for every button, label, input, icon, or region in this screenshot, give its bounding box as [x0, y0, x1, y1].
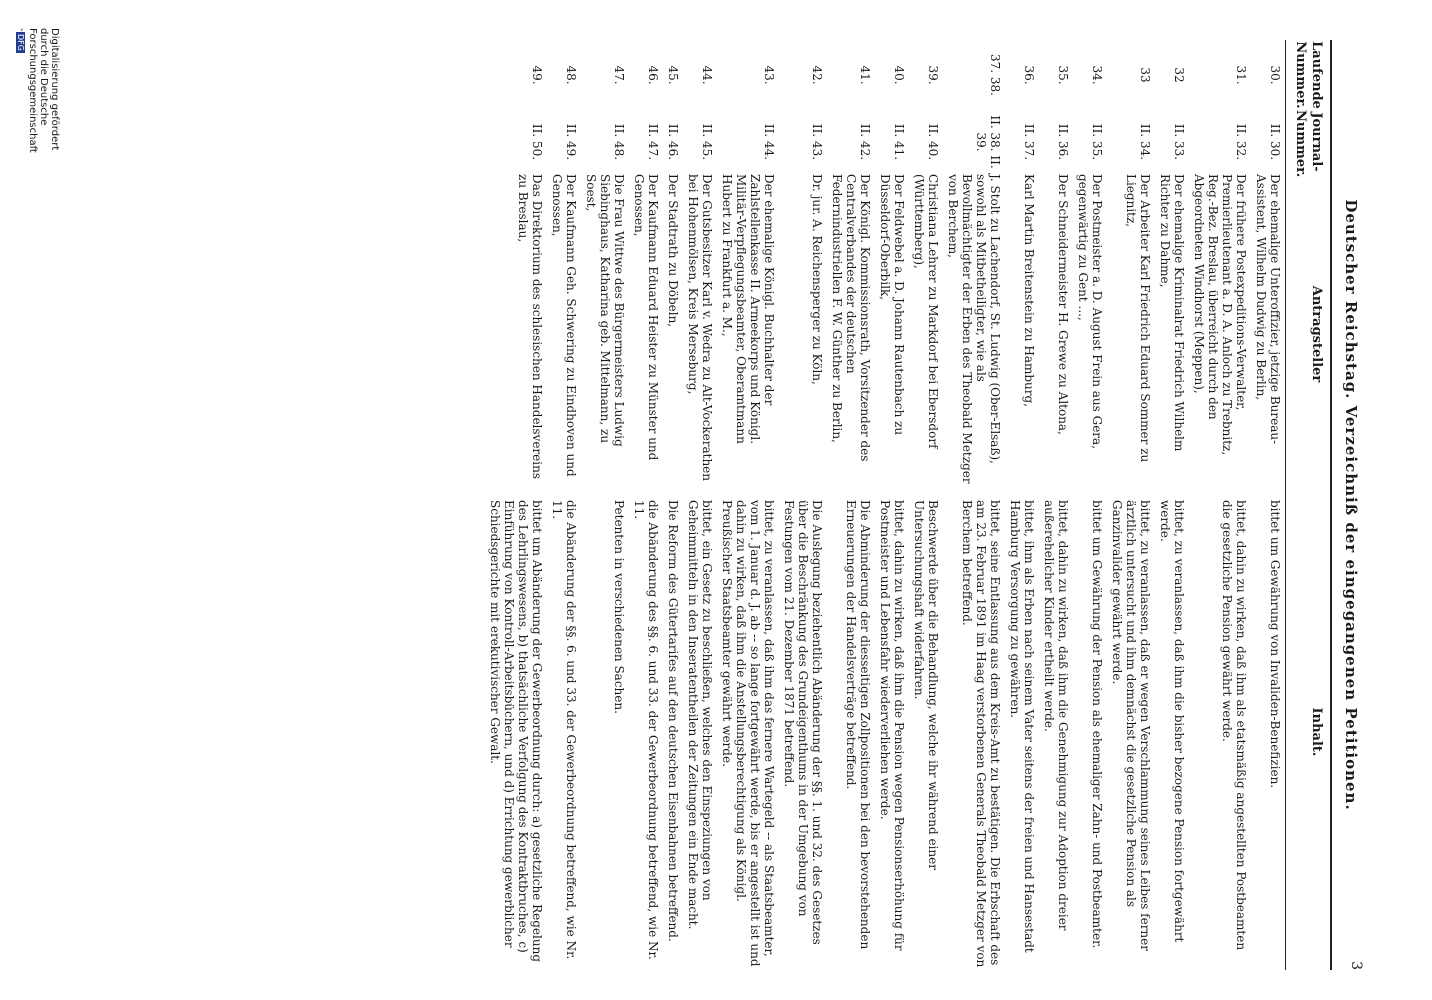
- cell-inhalt: bittet, seine Entlassung aus dem Kreis-Amt zu bestätigen. Die Erbschaft des am 23. Februar 1891 im Haag verstorbenen Generals Theobald Metzger von Berchem betreffend.: [960, 500, 1002, 968]
- page-number: 3: [1348, 961, 1364, 970]
- cell-journal-nummer: II. 41.: [892, 123, 906, 161]
- cell-inhalt: bittet, ihm als Erben nach seinem Vater seitens der freien und Hansestadt Hamburg Versorgung zu gewähren.: [1008, 500, 1036, 953]
- cell-antragsteller: Der frühere Postexpeditions-Verwalter, Premierlieutenant a. D. A. Anloch zu Trebnitz, Reg.-Bez. Breslau, überreicht durch den Abgeordneten Windhorst (Meppen),: [1192, 174, 1248, 456]
- top-rule: [1330, 40, 1332, 970]
- cell-laufende-nummer: 41.: [858, 65, 872, 85]
- footer-text: Digitalisierung gefördert durch die Deutsche Forschungsgemeinschaft -: [16, 28, 60, 153]
- cell-antragsteller: Der Gutsbesitzer Karl v. Wedra zu Alt-Vockerathen bei Hohenmölsen, Kreis Merseburg,: [686, 174, 714, 482]
- cell-laufende-nummer: 37. 38.: [988, 54, 1002, 96]
- table-row: [1189, 40, 1251, 970]
- page-content: [485, 40, 1364, 970]
- cell-journal-nummer: II. 45.: [700, 123, 714, 161]
- cell-antragsteller: Dr. jur. A. Reichensperger zu Köln,: [810, 174, 824, 385]
- cell-inhalt: bittet, zu veranlassen, daß er wegen Verschlammung seines Leibes ferner ärztlich untersucht und ihm demnächst die gesetzliche Pension als Ganzinvalider gewährt werde.: [1110, 500, 1152, 951]
- cell-laufende-nummer: 34.: [1090, 65, 1104, 85]
- cell-inhalt: bittet, dahin zu wirken, daß ihm die Pension wegen Pensionserhöhung für Postmeister und Lebensfahr wiederverliehen werde.: [878, 500, 906, 951]
- table-row: [827, 40, 875, 970]
- cell-journal-nummer: II. 49.: [564, 123, 578, 161]
- cell-laufende-nummer: 45.: [666, 65, 680, 85]
- cell-laufende-nummer: 43.: [762, 65, 776, 85]
- cell-antragsteller: Karl Martin Breitenstein zu Hamburg,: [1022, 174, 1036, 408]
- table-row: [717, 40, 779, 970]
- table-row: [581, 40, 629, 970]
- dfg-logo: DFG: [16, 34, 25, 51]
- cell-laufende-nummer: 36.: [1022, 65, 1036, 85]
- cell-antragsteller: Der ehemalige Unteroffizier, jetzige Bureau-Assistent, Wilhelm Dudwig zu Berlin,: [1254, 174, 1282, 445]
- table-row: [875, 40, 909, 970]
- table-header: [1285, 40, 1330, 970]
- cell-inhalt: die Abänderung der §§. 6. und 33. der Gewerbeordnung betreffend, wie Nr. 11.: [550, 500, 578, 960]
- cell-journal-nummer: II. 30.: [1268, 123, 1282, 161]
- cell-journal-nummer: II. 37.: [1022, 123, 1036, 161]
- table-row: [1155, 40, 1189, 970]
- cell-laufende-nummer: 46.: [646, 65, 660, 85]
- cell-journal-nummer: II. 33.: [1172, 123, 1186, 161]
- cell-laufende-nummer: 33: [1138, 67, 1152, 83]
- cell-laufende-nummer: 44.: [700, 65, 714, 85]
- header-antragsteller: Antragsteller: [1309, 285, 1324, 383]
- cell-antragsteller: Der Stadtrath zu Döbeln,: [666, 174, 680, 328]
- cell-antragsteller: Der Feldwebel a. D. Johann Rautenbach zu Düsseldorf-Oberbilk,: [878, 174, 906, 436]
- cell-laufende-nummer: 35.: [1056, 65, 1070, 85]
- cell-antragsteller: Der ehemalige Kriminalrat Friedrich Wilhelm Richter zu Dahme,: [1158, 174, 1186, 452]
- cell-antragsteller: Der Kaufmann Geh. Schwering zu Eindhoven und Genossen,: [550, 174, 578, 477]
- cell-antragsteller: Christiana Lehrer zu Markdorf bei Ebersdorf (Württemberg),: [912, 174, 940, 449]
- table-row: [1107, 40, 1155, 970]
- cell-inhalt: Die Auslegung beziehentlich Abänderung der §§. 1. und 32. des Gesetzes über die Beschränkung des Grundeigenthums in der Umgebung von Festungen vom 21. Dezember 1871 betreffend.: [782, 500, 824, 945]
- cell-antragsteller: Der ehemalige Königl. Buchhalter der Zahlstellenkasse II. Armeekorps und Königl. Militär-Verpflegungsbeamter, Oberamtmann Hubert zu Frankfurt a. M.,: [720, 174, 776, 445]
- cell-journal-nummer: II. 36.: [1056, 123, 1070, 161]
- table-row: [909, 40, 943, 970]
- cell-journal-nummer: II. 42.: [858, 123, 872, 161]
- cell-laufende-nummer: 49.: [530, 65, 544, 85]
- cell-journal-nummer: II. 32.: [1234, 123, 1248, 161]
- cell-laufende-nummer: 31.: [1234, 65, 1248, 85]
- header-journal: Journal-Nummer.: [1293, 110, 1324, 178]
- table-row: [485, 40, 547, 970]
- cell-journal-nummer: II. 44.: [762, 123, 776, 161]
- cell-antragsteller: Der Arbeiter Karl Friedrich Eduard Sommer zu Liegnitz,: [1124, 174, 1152, 463]
- cell-laufende-nummer: 32: [1172, 67, 1186, 83]
- cell-inhalt: die Abänderung des §§. 6. und 33. der Gewerbeordnung betreffend, wie Nr. 11.: [632, 500, 660, 960]
- cell-laufende-nummer: 48.: [564, 65, 578, 85]
- cell-inhalt: Die Reform des Gütertarifes auf den deutschen Eisenbahnen betreffend.: [666, 500, 680, 942]
- page-title: Deutscher Reichstag. Verzeichniß der eingegangenen Petitionen.: [1342, 199, 1360, 811]
- cell-journal-nummer: II. 50.: [530, 123, 544, 161]
- table-row: [663, 40, 683, 970]
- cell-inhalt: bittet, ein Gesetz zu beschließen, welches den Einspeziungen von Geheimmitteln in den Inseratentheilen der Zeitungen ein Ende macht.: [686, 500, 714, 930]
- cell-journal-nummer: II. 43.: [810, 123, 824, 161]
- header-laufende: Laufende Nummer.: [1293, 41, 1324, 109]
- cell-antragsteller: J. Stolt zu Lachendorf, St. Ludwig (Ober-Elsaß), sowohl als Mitbetheiligter, wie als Bevollmächtigter der Erben des Theobald Metzger von Berchem,: [946, 174, 1002, 484]
- cell-inhalt: bittet um Abänderung der Gewerbeordnung durch: a) gesetzliche Regelung des Lehrlingswesens, b) thatsächliche Verfolgung des Kontraktbruches, c) Einführung von Kontroll-Arbeitsbüchern, und d) Errichtung gewerblicher Schiedsgerichte mit erekutivischer Gewalt.: [488, 500, 544, 962]
- cell-laufende-nummer: 30.: [1268, 65, 1282, 85]
- cell-inhalt: Petenten in verschiedenen Sachen.: [612, 500, 626, 714]
- petition-table: [485, 40, 1285, 970]
- cell-journal-nummer: II. 46.: [666, 123, 680, 161]
- cell-inhalt: bittet, dahin zu wirken, daß ihm die Genehmigung zur Adoption dreier außerehelicher Kinder ertheilt werde.: [1042, 500, 1070, 931]
- cell-journal-nummer: II. 47.: [646, 123, 660, 161]
- cell-inhalt: bittet um Gewährung von Invaliden-Benefizien.: [1268, 500, 1282, 789]
- cell-antragsteller: Der Königl. Kommissionsrath, Vorsitzender des Centralverbandes der deutschen Federnindustriellen F. W. Günther zu Berlin,: [830, 174, 872, 462]
- header-inhalt: Inhalt.: [1309, 707, 1324, 757]
- cell-inhalt: Beschwerde über die Behandlung, welche ihr während einer Untersuchungshaft widerfahren.: [912, 500, 940, 870]
- cell-journal-nummer: II. 38. II. 39.: [974, 115, 1002, 169]
- cell-antragsteller: Die Frau Wittwe des Bürgermeisters Ludwig Siebinghaus, Katharina geb. Mittelmann, zu Soest,: [584, 174, 626, 447]
- cell-laufende-nummer: 39.: [926, 65, 940, 85]
- table-row: [1005, 40, 1039, 970]
- cell-journal-nummer: II. 35.: [1090, 123, 1104, 161]
- cell-antragsteller: Der Kaufmann Eduard Heister zu Münster und Genossen,: [632, 174, 660, 461]
- cell-inhalt: Die Abminderung der diesseitigen Zollpositionen bei den bevorstehenden Erneuerungen der Handelsverträge betreffend.: [844, 500, 872, 950]
- cell-laufende-nummer: 42.: [810, 65, 824, 85]
- table-row: [943, 40, 1005, 970]
- table-row: [1251, 40, 1285, 970]
- table-row: [779, 40, 827, 970]
- table-row: [1073, 40, 1107, 970]
- cell-journal-nummer: II. 34.: [1138, 123, 1152, 161]
- cell-inhalt: bittet um Gewährung der Pension als ehemaliger Zahn- und Postbeamter.: [1090, 500, 1104, 949]
- cell-journal-nummer: II. 48.: [612, 123, 626, 161]
- footer: [0, 0, 60, 1000]
- cell-laufende-nummer: 47.: [612, 65, 626, 85]
- cell-antragsteller: Das Direktorium des schlesischen Handelsvereins zu Breslau,: [516, 174, 544, 479]
- cell-laufende-nummer: 40.: [892, 65, 906, 85]
- cell-inhalt: bittet, zu veranlassen, daß ihm das fernere Wartegeld -- als Staatsbeamter, vom 1. Januar d. J. ab -- so lange fortgewährt werde, bis er angestellt ist und dahin zu wirken, daß ihm die Anstellungsberechtigung als Königl. Preußischer Staatsbeamter gewährt werde.: [720, 500, 776, 967]
- cell-antragsteller: Der Postmeister a. D. August Frein aus Gera, gegenwärtig zu Gent ...,: [1076, 174, 1104, 450]
- table-row: [683, 40, 717, 970]
- cell-antragsteller: Der Schneidermeister H. Grewe zu Altona,: [1056, 174, 1070, 435]
- table-row: [547, 40, 581, 970]
- table-row: [629, 40, 663, 970]
- cell-inhalt: bittet, zu veranlassen, daß ihm die bisher bezogene Pension fortgewährt werde.: [1158, 500, 1186, 943]
- table-row: [1039, 40, 1073, 970]
- cell-journal-nummer: II. 40.: [926, 123, 940, 161]
- cell-inhalt: bittet, dahin zu wirken, daß ihm als etatsmäßig angestellten Postbeamten die gesetzliche Pension gewährt werde.: [1220, 500, 1248, 951]
